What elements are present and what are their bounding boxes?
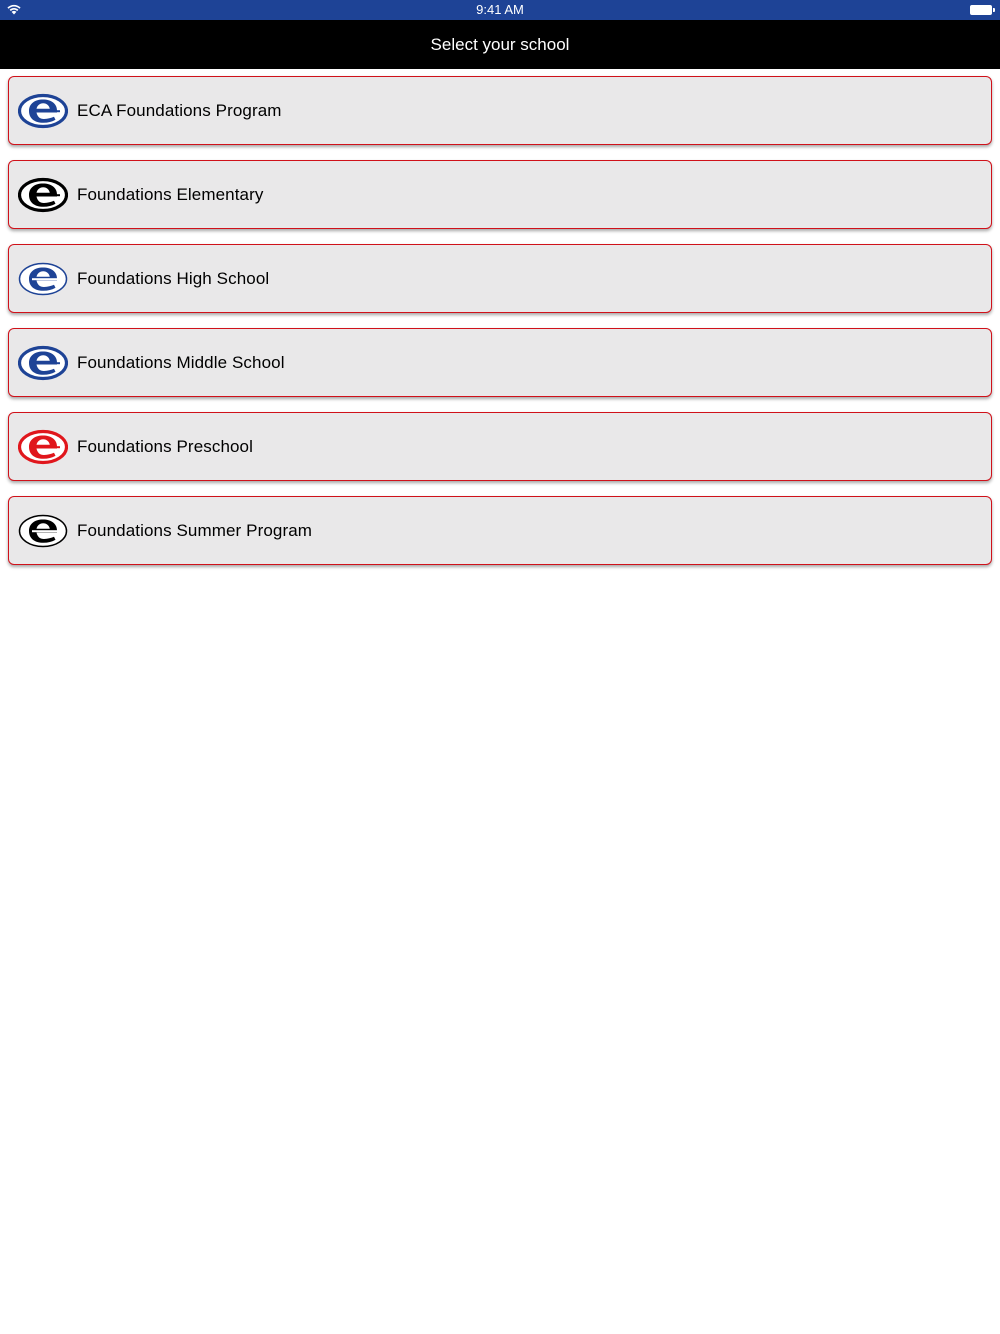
school-row[interactable] [8, 328, 992, 397]
nav-bar [0, 20, 1000, 69]
school-row[interactable] [8, 412, 992, 481]
school-label: Foundations Summer Program [77, 520, 313, 540]
school-label: Foundations Middle School [77, 352, 285, 372]
status-time: 9:41 AM [476, 2, 524, 17]
school-row[interactable] [8, 160, 992, 229]
wifi-icon [6, 3, 22, 15]
school-label: Foundations High School [77, 268, 270, 288]
school-logo-icon [18, 261, 68, 297]
school-row[interactable] [8, 244, 992, 313]
school-label: ECA Foundations Program [77, 100, 282, 120]
school-row[interactable] [8, 76, 992, 145]
school-label: Foundations Preschool [77, 436, 253, 456]
school-label: Foundations Elementary [77, 184, 264, 204]
school-logo-icon [18, 177, 68, 213]
school-logo-icon [18, 345, 68, 381]
status-bar [0, 0, 1000, 20]
school-logo-icon [18, 93, 68, 129]
school-row[interactable] [8, 496, 992, 565]
page-title: Select your school [430, 35, 570, 54]
school-logo-icon [18, 429, 68, 465]
school-logo-icon [18, 513, 68, 549]
battery-icon [970, 5, 992, 15]
school-list [0, 76, 1000, 580]
